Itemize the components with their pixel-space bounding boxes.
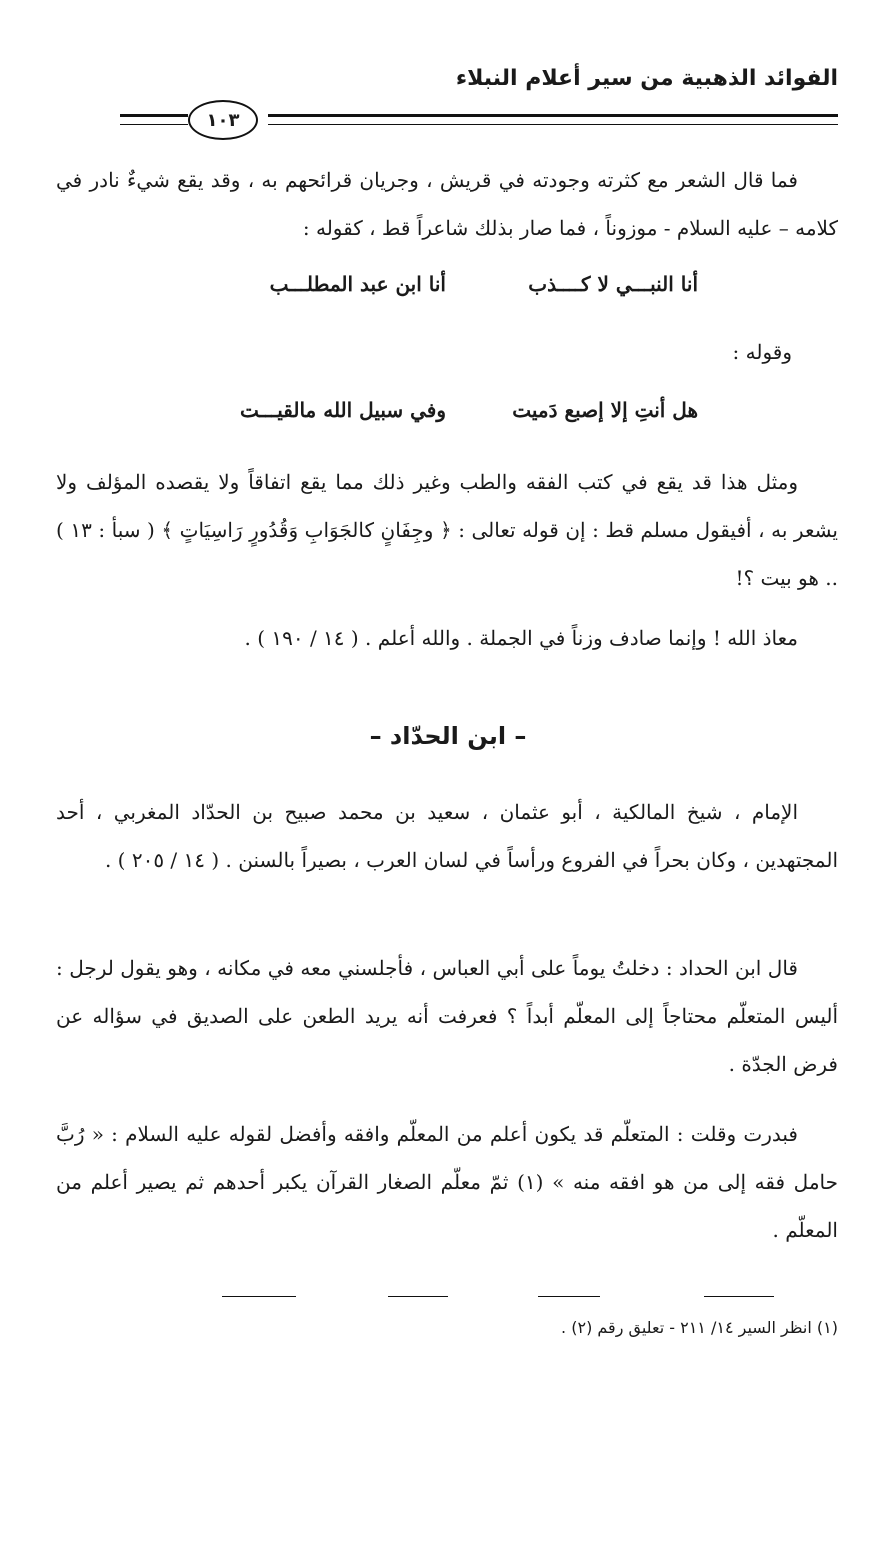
- verse-1-second-hemistich: أنا ابن عبد المطلـــب: [269, 272, 446, 296]
- footnote-rule-1: [704, 1296, 774, 1297]
- footnote-rule-4: [222, 1296, 296, 1297]
- header-rule-left: [120, 114, 188, 117]
- paragraph-2-text: ومثل هذا قد يقع في كتب الفقه والطب وغير ذلك مما يقع اتفاقاً ولا يقصده المؤلف ولا يشعر به ، أفيقول مسلم قط : إن قوله تعالى : ﴿ وجِفَانٍ كالجَوَابِ وَقُدُورٍ رَاسِيَاتٍ ﴾ ( سبأ : ١٣ ) .. هو بيت ؟!: [56, 470, 838, 590]
- header-rule-left-thin: [120, 124, 188, 125]
- paragraph-3-text: معاذ الله ! وإنما صادف وزناً في الجملة . والله أعلم . ( ١٤ / ١٩٠ ) .: [244, 626, 798, 650]
- page-number: ١٠٣: [188, 100, 258, 140]
- and-his-saying: وقوله :: [732, 340, 792, 364]
- verse-2-first-hemistich: هل أنتِ إلا إصبع دَميت: [512, 398, 698, 422]
- footnote-rule-3: [388, 1296, 448, 1297]
- verse-2-second-hemistich: وفي سبيل الله مالقيـــت: [239, 398, 446, 422]
- paragraph-4: [56, 788, 838, 884]
- header-rule-right: [268, 114, 838, 117]
- footnote: (١) انظر السير ١٤/ ٢١١ - تعليق رقم (٢) .: [561, 1318, 838, 1337]
- paragraph-5-text: قال ابن الحداد : دخلتُ يوماً على أبي العباس ، فأجلسني معه في مكانه ، وهو يقول لرجل : أليس المتعلّم محتاجاً إلى المعلّم أبداً ؟ فعرفت أنه يريد الطعن على الصديق في سؤاله عن فرض الجدّة .: [56, 956, 838, 1076]
- paragraph-4-text: الإمام ، شيخ المالكية ، أبو عثمان ، سعيد بن محمد صبيح بن الحدّاد المغربي ، أحد المجتهدين ، وكان بحراً في الفروع ورأساً في لسان العرب ، بصيراً بالسنن . ( ١٤ / ٢٠٥ ) .: [56, 800, 838, 872]
- paragraph-2: [56, 458, 838, 602]
- paragraph-3: [56, 614, 838, 662]
- paragraph-5: [56, 944, 838, 1088]
- verse-1-first-hemistich: أنا النبـــي لا كــــذب: [528, 272, 698, 296]
- verse-1: [56, 272, 838, 312]
- running-title: الفوائد الذهبية من سير أعلام النبلاء: [455, 66, 838, 91]
- footnote-rule-2: [538, 1296, 600, 1297]
- verse-2: [56, 398, 838, 438]
- paragraph-1-text: فما قال الشعر مع كثرته وجودته في قريش ، وجريان قرائحهم به ، وقد يقع شيءٌ نادر في كلامه – عليه السلام - موزوناً ، فما صار بذلك شاعراً قط ، كقوله :: [56, 168, 838, 240]
- paragraph-6: [56, 1110, 838, 1254]
- section-title: – ابن الحدّاد –: [369, 722, 527, 750]
- paragraph-1: [56, 156, 838, 252]
- header-rule-right-thin: [268, 124, 838, 125]
- paragraph-6-text: فبدرت وقلت : المتعلّم قد يكون أعلم من المعلّم وافقه وأفضل لقوله عليه السلام : « رُبَّ حامل فقه إلى من هو افقه منه » (١) ثمّ معلّم الصغار القرآن يكبر أحدهم ثم يصير أعلم من المعلّم .: [56, 1122, 838, 1242]
